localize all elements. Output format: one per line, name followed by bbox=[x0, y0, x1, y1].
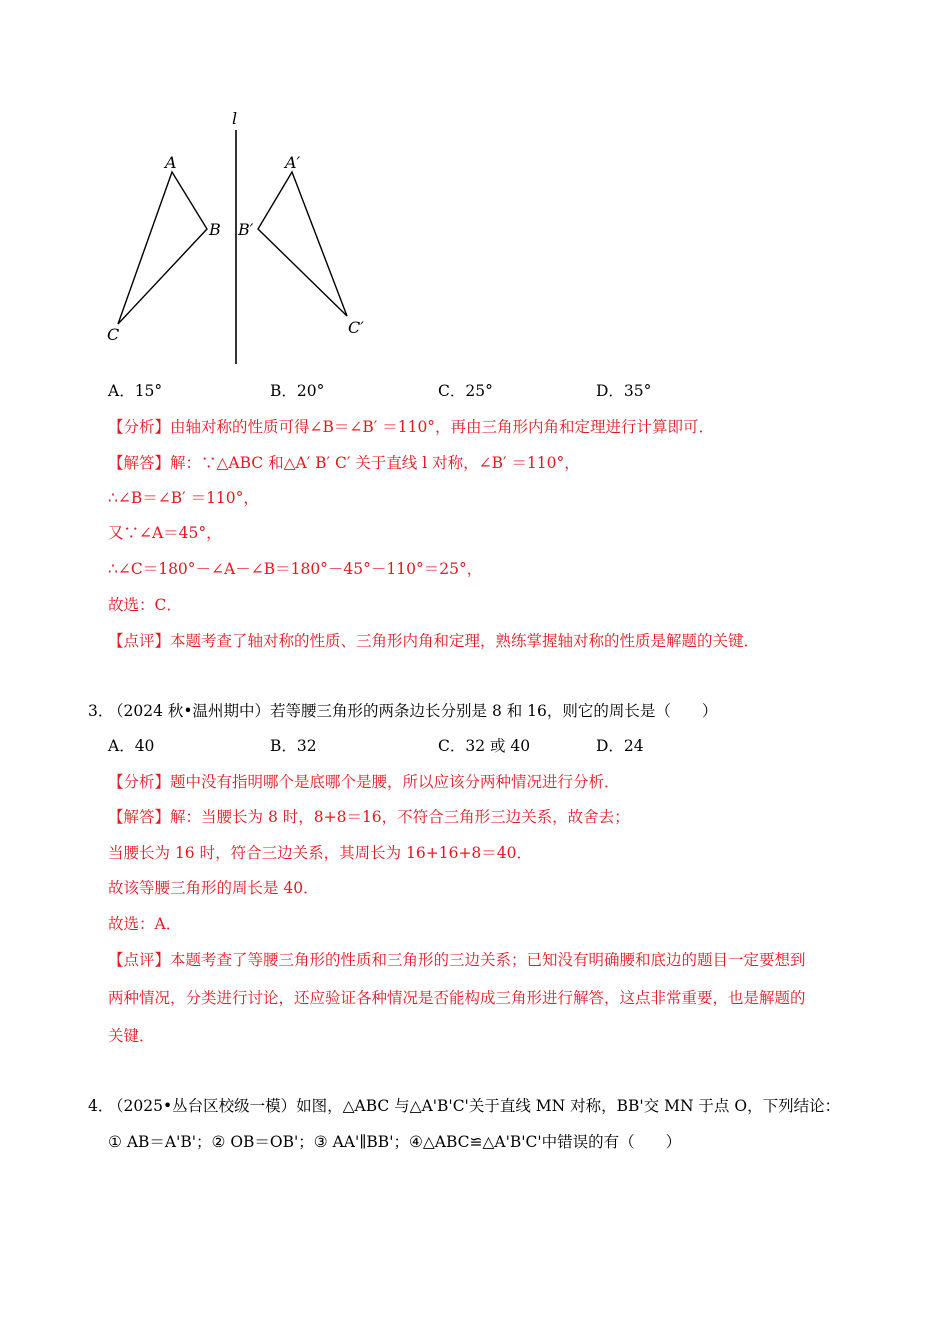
q3-answer-line-2: 当腰长为 16 时，符合三边关系，其周长为 16+16+8＝40． bbox=[108, 844, 533, 862]
q3-option-d[interactable]: D．24 bbox=[596, 737, 644, 755]
q3-option-b[interactable]: B．32 bbox=[270, 737, 317, 755]
symmetry-figure bbox=[100, 108, 380, 370]
q3-answer-line-4: 故选：A． bbox=[108, 915, 182, 933]
q2-option-d[interactable]: D．35° bbox=[596, 382, 652, 400]
q3-comment-text-1: 本题考查了等腰三角形的性质和三角形的三边关系；已知没有明确腰和底边的题目一定要想到 bbox=[170, 951, 806, 969]
q4-number: 4． bbox=[88, 1097, 114, 1115]
q2-comment bbox=[108, 631, 759, 651]
q3-option-a[interactable]: A．40 bbox=[108, 737, 155, 755]
label-l: l bbox=[232, 109, 238, 128]
q2-analysis-text: 由轴对称的性质可得∠B＝∠B′ ＝110°，再由三角形内角和定理进行计算即可． bbox=[170, 418, 715, 436]
q3-option-c[interactable]: C．32 或 40 bbox=[438, 737, 531, 755]
q3-analysis-text: 题中没有指明哪个是底哪个是腰，所以应该分两种情况进行分析． bbox=[170, 773, 620, 791]
q3-answer-text-1: 解：当腰长为 8 时，8+8＝16，不符合三角形三边关系，故舍去； bbox=[170, 808, 630, 826]
q2-option-a[interactable]: A．15° bbox=[108, 382, 163, 400]
q2-answer-line-4: ∴∠C＝180°－∠A－∠B＝180°－45°－110°＝25°， bbox=[108, 560, 483, 578]
q2-answer-tag: 【解答】 bbox=[108, 454, 171, 472]
q3-analysis-tag: 【分析】 bbox=[108, 773, 171, 791]
q3-comment-line-1 bbox=[108, 950, 806, 970]
q3-answer-line-3: 故该等腰三角形的周长是 40． bbox=[108, 879, 319, 897]
q4-stem-statements: ① AB＝A'B'；② OB＝OB'；③ AA'∥BB'；④△ABC≌△A'B'C'中错误的有（ ） bbox=[108, 1133, 682, 1151]
q2-answer-line-2: ∴∠B＝∠B′ ＝110°， bbox=[108, 489, 259, 507]
label-c: C bbox=[107, 325, 120, 344]
label-a: A bbox=[165, 153, 177, 172]
q2-answer-line-1 bbox=[108, 453, 580, 473]
q2-comment-tag: 【点评】 bbox=[108, 632, 171, 650]
q2-option-c[interactable]: C．25° bbox=[438, 382, 493, 400]
q3-comment-tag: 【点评】 bbox=[108, 951, 171, 969]
label-b-prime: B′ bbox=[238, 220, 254, 239]
label-b: B bbox=[209, 220, 221, 239]
q2-option-b[interactable]: B．20° bbox=[270, 382, 325, 400]
q3-comment-line-2: 两种情况，分类进行讨论，还应验证各种情况是否能构成三角形进行解答，这点非常重要，也是解题的 bbox=[108, 989, 806, 1007]
q3-answer-line-1 bbox=[108, 807, 630, 827]
label-a-prime: A′ bbox=[285, 153, 301, 172]
triangle-a2b2c2 bbox=[258, 172, 347, 316]
q2-answer-line-3: 又∵∠A＝45°， bbox=[108, 524, 222, 542]
q2-analysis-tag: 【分析】 bbox=[108, 418, 171, 436]
q2-comment-text: 本题考查了轴对称的性质、三角形内角和定理，熟练掌握轴对称的性质是解题的关键． bbox=[170, 632, 760, 650]
q2-answer-text-1: 解：∵△ABC 和△A′ B′ C′ 关于直线 l 对称，∠B′ ＝110°， bbox=[170, 454, 580, 472]
q3-stem: （2024 秋•温州期中）若等腰三角形的两条边长分别是 8 和 16，则它的周长是（ ） bbox=[108, 702, 718, 720]
q4-stem: （2025•丛台区校级一模）如图，△ABC 与△A'B'C'关于直线 MN 对称，BB'交 MN 于点 O，下列结论： bbox=[108, 1097, 841, 1115]
q3-answer-tag: 【解答】 bbox=[108, 808, 171, 826]
q3-analysis bbox=[108, 772, 620, 792]
q2-answer-line-5: 故选：C． bbox=[108, 596, 182, 614]
q3-comment-line-3: 关键． bbox=[108, 1027, 155, 1045]
triangle-abc bbox=[118, 172, 207, 324]
q3-number: 3． bbox=[88, 702, 114, 720]
label-c-prime: C′ bbox=[348, 318, 364, 337]
q2-analysis bbox=[108, 417, 714, 437]
